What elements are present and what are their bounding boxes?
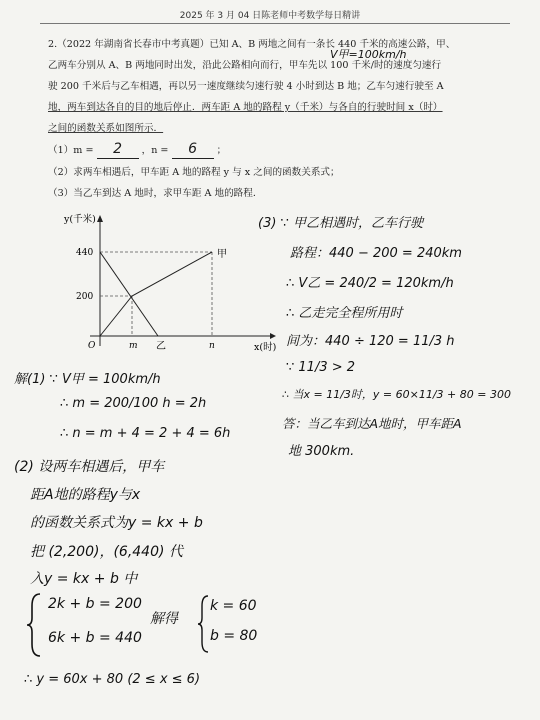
origin-label: O xyxy=(88,341,96,351)
x-tick-m: m xyxy=(129,341,138,351)
solution-3-line-8: 答：当乙车到达A地时，甲车距A xyxy=(282,416,462,431)
solution-1-line-2: ∴ m = 200/100 h = 2h xyxy=(60,396,207,411)
solution-2-line-2: 距A地的路程y与x xyxy=(30,487,141,503)
question-3: （3）当乙车到达 A 地时，求甲车距 A 地的路程． xyxy=(48,188,263,199)
series-yi-line xyxy=(100,252,158,336)
series-label-yi: 乙 xyxy=(156,341,166,352)
solution-3-line-7: ∴ 当x = 11/3时，y = 60×11/3 + 80 = 300 xyxy=(282,388,511,401)
solution-3-line-5: 间为：440 ÷ 120 = 11/3 h xyxy=(286,334,455,349)
header-divider xyxy=(40,23,510,24)
solution-2-line-3: 的函数关系式为y = kx + b xyxy=(30,515,203,531)
x-axis-label: x(时) xyxy=(254,342,277,353)
problem-line-5: 之间的函数关系如图所示． xyxy=(48,123,164,134)
problem-line-4: 地，两车到达各自的目的地后停止．两车距 A 地的路程 y（千米）与各自的行驶时间 x（时） xyxy=(48,102,443,113)
series-jia-line xyxy=(100,252,212,336)
solution-3-line-9: 地 300km. xyxy=(288,444,355,459)
solution-3-line-4: ∴ 乙走完全程所用时 xyxy=(286,306,403,321)
solution-left-brace xyxy=(196,592,210,656)
solution-2-line-5: 入y = kx + b 中 xyxy=(30,571,138,587)
margin-speed-note: V甲=100km/h xyxy=(330,48,407,61)
y-tick-200: 200 xyxy=(76,292,94,302)
solution-2-line-4: 把 (2,200)，(6,440) 代 xyxy=(30,544,183,560)
system-equation-2: 6k + b = 440 xyxy=(48,630,142,646)
series-label-jia: 甲 xyxy=(217,249,227,260)
distance-time-graph xyxy=(60,208,280,358)
solution-3-line-2: 路程：440 − 200 = 240km xyxy=(290,246,462,261)
answer-n-blank: 6 xyxy=(172,142,214,159)
system-left-brace xyxy=(24,590,44,660)
y-axis-label: y(千米) xyxy=(64,214,96,225)
solve-word: 解得 xyxy=(150,611,178,627)
problem-line-1: 2.（2022 年湖南省长春市中考真题）已知 A、B 两地之间有一条长 440 千米的高速公路，甲、 xyxy=(48,39,456,50)
solution-1-line-1: 解(1) ∵ V甲 = 100km/h xyxy=(14,372,161,387)
solution-2-line-1: (2) 设两车相遇后，甲车 xyxy=(14,459,165,475)
solution-1-line-3: ∴ n = m + 4 = 2 + 4 = 6h xyxy=(60,426,231,441)
solution-3-line-6: ∵ 11/3 > 2 xyxy=(286,360,356,375)
system-equation-1: 2k + b = 200 xyxy=(48,596,142,612)
solution-3-line-1: (3) ∵ 甲乙相遇时，乙车行驶 xyxy=(258,216,423,231)
x-tick-n: n xyxy=(209,341,215,351)
page-header: 2025 年 3 月 04 日陈老师中考数学每日精讲 xyxy=(179,11,361,21)
question-1: （1）m = 2 ，n = 6 ； xyxy=(48,141,227,157)
solution-2-result: ∴ y = 60x + 80 (2 ≤ x ≤ 6) xyxy=(24,672,201,687)
problem-line-3: 驶 200 千米后与乙车相遇，再以另一速度继续匀速行驶 4 小时到达 B 地；乙车匀速行驶至 A xyxy=(48,81,444,92)
problem-line-2: 乙两车分别从 A、B 两地同时出发，沿此公路相向而行，甲车先以 100 千米/时的速度匀速行 xyxy=(48,60,442,71)
solution-k: k = 60 xyxy=(210,598,257,614)
question-2: （2）求两车相遇后，甲车距 A 地的路程 y 与 x 之间的函数关系式； xyxy=(48,167,340,178)
y-tick-440: 440 xyxy=(76,248,94,258)
solution-b: b = 80 xyxy=(210,628,258,644)
answer-m-blank: 2 xyxy=(97,142,139,159)
solution-3-line-3: ∴ V乙 = 240/2 = 120km/h xyxy=(286,276,454,291)
